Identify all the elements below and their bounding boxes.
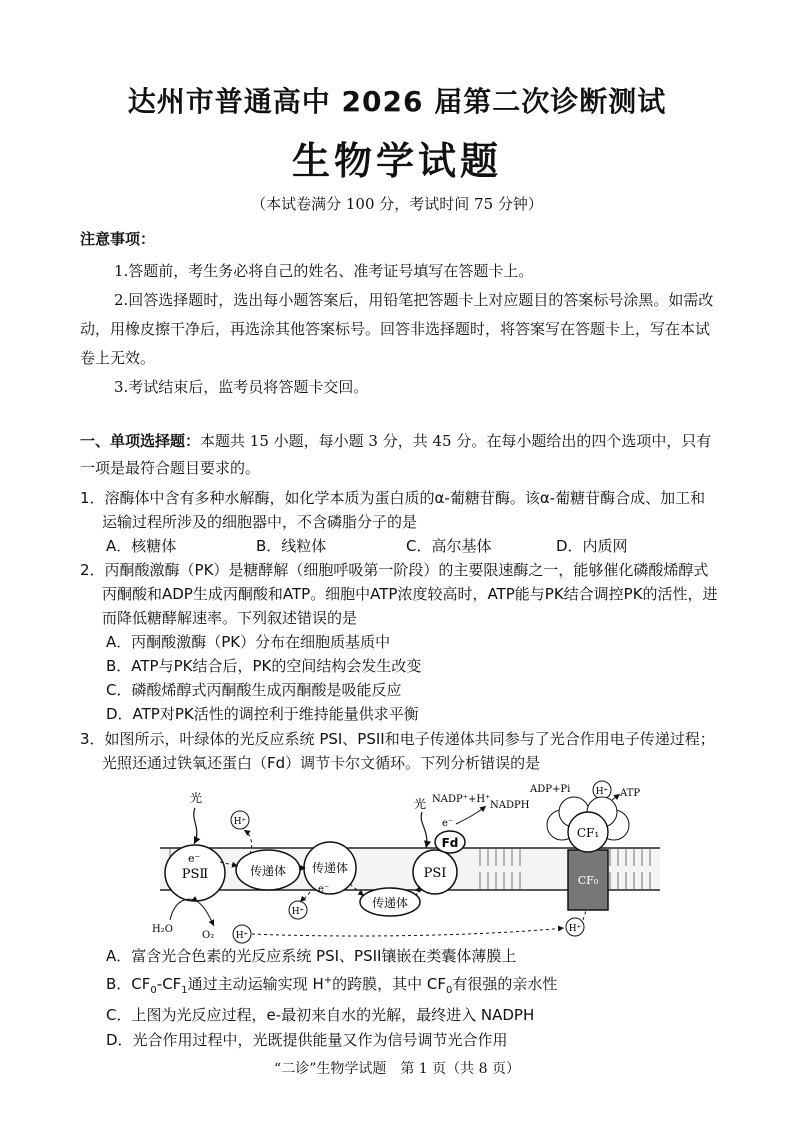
exam-info: （本试卷满分 100 分，考试时间 75 分钟） [251, 195, 543, 213]
exam-title: 达州市普通高中 2026 届第二次诊断测试 [127, 85, 667, 118]
question-3 [80, 727, 720, 775]
h-plus-atp-top [593, 781, 611, 799]
q1-option-b: B．线粒体 [256, 537, 327, 555]
q2-option-a: A．丙酮酸激酶（PK）分布在细胞质基质中 [106, 633, 391, 651]
notice-list [80, 257, 720, 402]
notice-item-1: 1.答题前，考生务必将自己的姓名、准考证号填写在答题卡上。 [114, 262, 534, 280]
q3-option-d: D．光合作用过程中，光既提供能量又作为信号调节光合作用 [106, 1030, 508, 1049]
light-arrow-1 [194, 808, 197, 844]
nadph-label: NADPH [490, 800, 530, 811]
e-minus-label-3: e⁻ [442, 818, 454, 829]
cf1-label: CF₁ [576, 826, 600, 840]
light-label-1: 光 [190, 791, 203, 805]
svg-text:H⁺: H⁺ [235, 931, 249, 941]
e-minus-label-2: e⁻ [318, 884, 330, 895]
light-arrow-2 [421, 812, 427, 848]
notice-item-2: 2.回答选择题时，选出每小题答案后，用铅笔把答题卡上对应题目的答案标号涂黑。如需改动，用橡皮擦干净后，再选涂其他答案标号。回答非选择题时，将答案写在答题卡上，写在本试卷上无效。 [80, 291, 714, 367]
page-footer: “二诊”生物学试题 第 1 页（共 8 页） [274, 1061, 520, 1077]
h-flow-2 [300, 892, 310, 902]
q3-option-a: A．富含光合色素的光反应系统 PSI、PSII镶嵌在类囊体薄膜上 [106, 947, 517, 965]
question-1-stem: 1．溶酶体中含有多种水解酶，如化学本质为蛋白质的α-葡糖苷酶。该α-葡糖苷酶合成、加工和运输过程所涉及的细胞器中，不含磷脂分子的是 [80, 489, 706, 531]
subject-title: 生物学试题 [291, 139, 502, 183]
svg-text:H⁺: H⁺ [568, 924, 582, 934]
svg-text:H⁺: H⁺ [233, 817, 247, 827]
h-plus-mid [289, 901, 307, 919]
section-desc: 本题共 15 小题，每小题 3 分，共 45 分。在每小题给出的四个选项中，只有一项是最符合题目要求的。 [80, 432, 712, 477]
question-1-options [80, 534, 720, 558]
nadp-label: NADP⁺+H⁺ [432, 794, 491, 805]
svg-text:H⁺: H⁺ [291, 907, 305, 917]
carrier-label-3: 传递体 [371, 896, 409, 910]
water-arrow [170, 899, 198, 920]
q2-option-c: C．磷酸烯醇式丙酮酸生成丙酮酸是吸能反应 [106, 681, 402, 699]
q2-option-b: B．ATP与PK结合后，PK的空间结构会发生改变 [106, 657, 422, 675]
svg-text:H⁺: H⁺ [595, 787, 609, 797]
q1-option-a: A．核糖体 [106, 537, 177, 555]
section-header [80, 428, 720, 482]
thylakoid-diagram [150, 780, 670, 945]
carrier-2 [304, 842, 356, 895]
cf0-label: CF₀ [577, 874, 599, 887]
psii-label: PSⅡ [181, 867, 209, 882]
psii-complex [165, 845, 225, 901]
carrier-1 [236, 850, 300, 890]
h-plus-bottom [233, 925, 251, 943]
h-plus-top [231, 811, 249, 829]
atp-label: ATP [620, 788, 641, 799]
notice-item-3: 3.考试结束后，监考员将答题卡交回。 [114, 378, 369, 396]
oxygen-arrow [198, 902, 214, 926]
psi-label: PSⅠ [423, 866, 447, 881]
e-minus-label-1: e⁻ [188, 852, 201, 865]
carrier-label-1: 传递体 [249, 864, 287, 878]
section-title: 一、单项选择题： [80, 432, 201, 450]
atp-arrow [612, 794, 620, 800]
notice-heading: 注意事项： [80, 230, 156, 248]
adp-label: ADP+Pi [530, 784, 571, 795]
light-label-2: 光 [414, 797, 427, 811]
question-3-stem: 3．如图所示，叶绿体的光反应系统 PSI、PSII和电子传递体共同参与了光合作用电子传递过程；光照还通过铁氧还蛋白（Fd）调节卡尔文循环。下列分析错误的是 [80, 730, 715, 772]
water-label: H₂O [152, 924, 173, 935]
psi-complex [413, 850, 457, 894]
q1-option-c: C．高尔基体 [406, 537, 492, 555]
question-2-stem: 2．丙酮酸激酶（PK）是糖酵解（细胞呼吸第一阶段）的主要限速酶之一，能够催化磷酸烯醇式丙酮酸和ADP生成丙酮酸和ATP。细胞中ATP浓度较高时，ATP能与PK结合调控PK的活性，进而降低糖酵解速率。下列叙述错误的是 [80, 561, 718, 627]
fd-protein [435, 831, 465, 853]
q1-option-d: D．内质网 [556, 537, 628, 555]
oxygen-label: O₂ [202, 930, 215, 941]
q3-option-b: B．$CF_0-CF_1$通过主动运输实现 H+的跨膜，其中 $CF_0$有很强的亲水性 [106, 974, 558, 996]
q2-option-d: D．ATP对PK活性的调控利于维持能量供求平衡 [106, 705, 419, 723]
q3-option-c: C．上图为光反应过程，e-最初来自水的光解，最终进入 NADPH [106, 1006, 535, 1024]
carrier-label-2: 传递体 [311, 861, 349, 875]
fd-label: Fd [441, 836, 459, 850]
h-flow-3 [252, 928, 564, 936]
question-1 [80, 486, 720, 558]
question-3-options [80, 944, 720, 1052]
question-2 [80, 558, 720, 726]
h-plus-atp-bottom [566, 918, 584, 936]
carrier-3 [360, 888, 420, 916]
fd-to-nadph-arrow [456, 806, 486, 824]
